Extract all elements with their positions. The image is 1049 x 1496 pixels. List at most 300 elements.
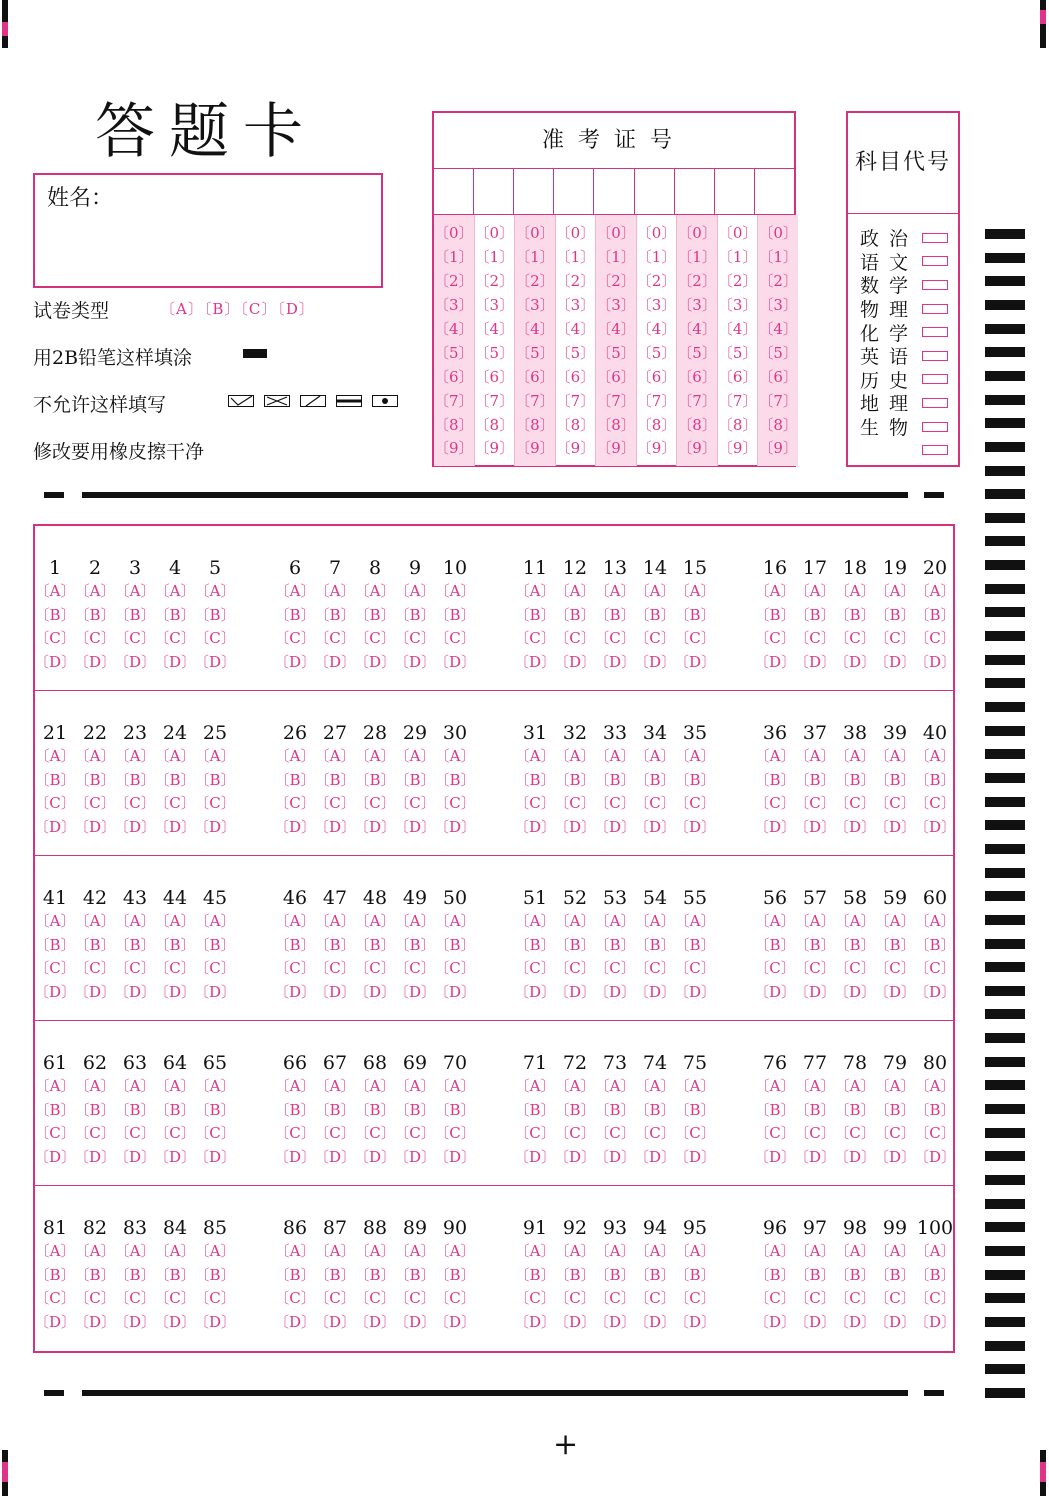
answer-bubble[interactable]: 〔A〕 [194, 1242, 236, 1260]
answer-bubble[interactable]: 〔A〕 [354, 1242, 396, 1260]
answer-bubble[interactable]: 〔A〕 [594, 912, 636, 930]
answer-bubble[interactable]: 〔C〕 [514, 1289, 556, 1307]
answer-bubble[interactable]: 〔A〕 [314, 582, 356, 600]
exam-id-digit-bubble[interactable]: 〔6〕 [555, 367, 596, 386]
exam-id-digit-bubble[interactable]: 〔8〕 [717, 415, 758, 434]
answer-bubble[interactable]: 〔A〕 [874, 1077, 916, 1095]
answer-bubble[interactable]: 〔A〕 [114, 747, 156, 765]
answer-bubble[interactable]: 〔D〕 [913, 817, 957, 836]
answer-bubble[interactable]: 〔A〕 [794, 912, 836, 930]
answer-bubble[interactable]: 〔A〕 [74, 582, 116, 600]
answer-bubble[interactable]: 〔C〕 [874, 1289, 916, 1307]
answer-bubble[interactable]: 〔D〕 [593, 982, 637, 1001]
subject-bubble[interactable] [922, 280, 948, 290]
answer-bubble[interactable]: 〔D〕 [153, 817, 197, 836]
answer-bubble[interactable]: 〔A〕 [914, 1242, 956, 1260]
answer-bubble[interactable]: 〔D〕 [913, 1312, 957, 1331]
exam-id-digit-bubble[interactable]: 〔6〕 [596, 367, 636, 386]
answer-bubble[interactable]: 〔C〕 [354, 794, 396, 812]
answer-bubble[interactable]: 〔B〕 [834, 935, 876, 954]
answer-bubble[interactable]: 〔C〕 [874, 794, 916, 812]
answer-bubble[interactable]: 〔C〕 [754, 629, 796, 647]
answer-bubble[interactable]: 〔C〕 [674, 794, 716, 812]
answer-bubble[interactable]: 〔D〕 [393, 817, 437, 836]
answer-bubble[interactable]: 〔A〕 [354, 912, 396, 930]
answer-bubble[interactable]: 〔A〕 [154, 1242, 196, 1260]
subject-bubble[interactable] [922, 398, 948, 408]
answer-bubble[interactable]: 〔C〕 [434, 959, 476, 977]
exam-id-digit-bubble[interactable]: 〔1〕 [758, 248, 798, 267]
answer-bubble[interactable]: 〔B〕 [74, 1265, 116, 1284]
exam-id-digit-bubble[interactable]: 〔5〕 [555, 343, 596, 362]
answer-bubble[interactable]: 〔A〕 [74, 1077, 116, 1095]
exam-id-digit-bubble[interactable]: 〔0〕 [717, 224, 758, 243]
answer-bubble[interactable]: 〔A〕 [674, 1242, 716, 1260]
answer-bubble[interactable]: 〔C〕 [554, 1289, 596, 1307]
answer-bubble[interactable]: 〔B〕 [354, 1100, 396, 1119]
answer-bubble[interactable]: 〔B〕 [274, 1265, 316, 1284]
exam-id-digit-bubble[interactable]: 〔7〕 [474, 391, 515, 410]
answer-bubble[interactable]: 〔D〕 [353, 1147, 397, 1166]
answer-bubble[interactable]: 〔B〕 [394, 1100, 436, 1119]
answer-bubble[interactable]: 〔A〕 [114, 912, 156, 930]
answer-bubble[interactable]: 〔B〕 [114, 605, 156, 624]
answer-bubble[interactable]: 〔C〕 [274, 629, 316, 647]
answer-bubble[interactable]: 〔D〕 [673, 1147, 717, 1166]
answer-bubble[interactable]: 〔A〕 [274, 582, 316, 600]
exam-id-digit-bubble[interactable]: 〔5〕 [758, 343, 798, 362]
answer-bubble[interactable]: 〔D〕 [73, 1312, 117, 1331]
answer-bubble[interactable]: 〔C〕 [634, 629, 676, 647]
answer-bubble[interactable]: 〔D〕 [33, 1312, 77, 1331]
answer-bubble[interactable]: 〔A〕 [314, 1077, 356, 1095]
exam-id-write-cell[interactable] [675, 169, 715, 214]
answer-bubble[interactable]: 〔A〕 [554, 1077, 596, 1095]
answer-bubble[interactable]: 〔D〕 [353, 1312, 397, 1331]
answer-bubble[interactable]: 〔A〕 [514, 1077, 556, 1095]
answer-bubble[interactable]: 〔A〕 [674, 1077, 716, 1095]
exam-id-digit-bubble[interactable]: 〔9〕 [474, 439, 515, 458]
answer-bubble[interactable]: 〔D〕 [633, 652, 677, 671]
answer-bubble[interactable]: 〔D〕 [913, 1147, 957, 1166]
exam-id-digit-bubble[interactable]: 〔5〕 [717, 343, 758, 362]
answer-bubble[interactable]: 〔D〕 [793, 1147, 837, 1166]
answer-bubble[interactable]: 〔A〕 [634, 1242, 676, 1260]
answer-bubble[interactable]: 〔D〕 [833, 1147, 877, 1166]
subject-row[interactable] [848, 297, 958, 321]
exam-id-digit-bubble[interactable]: 〔9〕 [434, 439, 474, 458]
answer-bubble[interactable]: 〔A〕 [754, 1077, 796, 1095]
answer-bubble[interactable]: 〔B〕 [634, 1265, 676, 1284]
answer-bubble[interactable]: 〔D〕 [673, 817, 717, 836]
answer-bubble[interactable]: 〔C〕 [514, 629, 556, 647]
answer-bubble[interactable]: 〔D〕 [513, 982, 557, 1001]
answer-bubble[interactable]: 〔D〕 [833, 652, 877, 671]
answer-bubble[interactable]: 〔C〕 [34, 794, 76, 812]
exam-id-digit-bubble[interactable]: 〔6〕 [434, 367, 474, 386]
answer-bubble[interactable]: 〔A〕 [914, 582, 956, 600]
answer-bubble[interactable]: 〔C〕 [394, 794, 436, 812]
subject-row[interactable] [848, 415, 958, 439]
answer-bubble[interactable]: 〔C〕 [354, 959, 396, 977]
exam-id-digit-bubble[interactable]: 〔2〕 [474, 272, 515, 291]
answer-bubble[interactable]: 〔B〕 [514, 1265, 556, 1284]
answer-bubble[interactable]: 〔D〕 [873, 982, 917, 1001]
answer-bubble[interactable]: 〔C〕 [754, 1124, 796, 1142]
answer-bubble[interactable]: 〔A〕 [34, 582, 76, 600]
answer-bubble[interactable]: 〔A〕 [74, 912, 116, 930]
answer-bubble[interactable]: 〔C〕 [634, 794, 676, 812]
answer-bubble[interactable]: 〔A〕 [34, 1077, 76, 1095]
subject-bubble[interactable] [922, 233, 948, 243]
answer-bubble[interactable]: 〔D〕 [433, 652, 477, 671]
exam-id-digit-bubble[interactable]: 〔4〕 [717, 320, 758, 338]
subject-bubble[interactable] [922, 304, 948, 314]
answer-bubble[interactable]: 〔B〕 [114, 935, 156, 954]
answer-bubble[interactable]: 〔C〕 [874, 1124, 916, 1142]
subject-row[interactable] [848, 368, 958, 392]
answer-bubble[interactable]: 〔D〕 [593, 817, 637, 836]
answer-bubble[interactable]: 〔C〕 [34, 1289, 76, 1307]
answer-bubble[interactable]: 〔B〕 [834, 605, 876, 624]
answer-bubble[interactable]: 〔B〕 [874, 935, 916, 954]
answer-bubble[interactable]: 〔D〕 [753, 1147, 797, 1166]
answer-bubble[interactable]: 〔C〕 [114, 959, 156, 977]
exam-id-digit-bubble[interactable]: 〔4〕 [434, 320, 474, 338]
exam-id-digit-bubble[interactable]: 〔6〕 [758, 367, 798, 386]
answer-bubble[interactable]: 〔A〕 [434, 1077, 476, 1095]
exam-id-digit-bubble[interactable]: 〔4〕 [758, 320, 798, 338]
answer-bubble[interactable]: 〔D〕 [553, 1147, 597, 1166]
answer-bubble[interactable]: 〔B〕 [154, 770, 196, 789]
answer-bubble[interactable]: 〔A〕 [114, 582, 156, 600]
exam-id-digit-bubble[interactable]: 〔3〕 [758, 296, 798, 315]
answer-bubble[interactable]: 〔A〕 [914, 747, 956, 765]
answer-bubble[interactable]: 〔C〕 [394, 1289, 436, 1307]
answer-bubble[interactable]: 〔B〕 [114, 1265, 156, 1284]
answer-bubble[interactable]: 〔C〕 [154, 629, 196, 647]
answer-bubble[interactable]: 〔C〕 [554, 629, 596, 647]
answer-bubble[interactable]: 〔B〕 [274, 935, 316, 954]
answer-bubble[interactable]: 〔C〕 [114, 794, 156, 812]
answer-bubble[interactable]: 〔C〕 [554, 1124, 596, 1142]
answer-bubble[interactable]: 〔D〕 [553, 982, 597, 1001]
answer-bubble[interactable]: 〔B〕 [634, 935, 676, 954]
answer-bubble[interactable]: 〔D〕 [313, 817, 357, 836]
answer-bubble[interactable]: 〔C〕 [794, 794, 836, 812]
exam-id-digit-bubble[interactable]: 〔0〕 [434, 224, 474, 243]
answer-bubble[interactable]: 〔C〕 [354, 1124, 396, 1142]
answer-bubble[interactable]: 〔B〕 [754, 1265, 796, 1284]
answer-bubble[interactable]: 〔B〕 [914, 770, 956, 789]
subject-row[interactable] [848, 226, 958, 250]
answer-bubble[interactable]: 〔D〕 [553, 1312, 597, 1331]
answer-bubble[interactable]: 〔A〕 [594, 582, 636, 600]
answer-bubble[interactable]: 〔A〕 [34, 912, 76, 930]
answer-bubble[interactable]: 〔A〕 [394, 1077, 436, 1095]
answer-bubble[interactable]: 〔D〕 [873, 652, 917, 671]
answer-bubble[interactable]: 〔A〕 [354, 582, 396, 600]
answer-bubble[interactable]: 〔A〕 [634, 582, 676, 600]
answer-bubble[interactable]: 〔C〕 [794, 629, 836, 647]
answer-bubble[interactable]: 〔A〕 [274, 912, 316, 930]
subject-bubble[interactable] [922, 351, 948, 361]
answer-bubble[interactable]: 〔B〕 [274, 1100, 316, 1119]
name-box[interactable] [33, 173, 383, 288]
exam-id-digit-bubble[interactable]: 〔9〕 [555, 439, 596, 458]
answer-bubble[interactable]: 〔D〕 [873, 1147, 917, 1166]
answer-bubble[interactable]: 〔A〕 [314, 747, 356, 765]
exam-id-digit-bubble[interactable]: 〔7〕 [717, 391, 758, 410]
answer-bubble[interactable]: 〔A〕 [594, 1242, 636, 1260]
subject-row[interactable] [848, 438, 958, 462]
answer-bubble[interactable]: 〔C〕 [194, 629, 236, 647]
answer-bubble[interactable]: 〔B〕 [74, 935, 116, 954]
answer-bubble[interactable]: 〔C〕 [594, 1124, 636, 1142]
answer-bubble[interactable]: 〔B〕 [394, 770, 436, 789]
answer-bubble[interactable]: 〔C〕 [834, 959, 876, 977]
exam-id-digit-bubble[interactable]: 〔7〕 [636, 391, 677, 410]
answer-bubble[interactable]: 〔C〕 [114, 629, 156, 647]
answer-bubble[interactable]: 〔B〕 [194, 605, 236, 624]
answer-bubble[interactable]: 〔B〕 [874, 770, 916, 789]
exam-id-write-cell[interactable] [594, 169, 634, 214]
answer-bubble[interactable]: 〔B〕 [74, 1100, 116, 1119]
answer-bubble[interactable]: 〔D〕 [353, 982, 397, 1001]
exam-id-digit-bubble[interactable]: 〔0〕 [474, 224, 515, 243]
answer-bubble[interactable]: 〔A〕 [194, 912, 236, 930]
exam-id-digit-bubble[interactable]: 〔8〕 [434, 415, 474, 434]
answer-bubble[interactable]: 〔C〕 [914, 959, 956, 977]
answer-bubble[interactable]: 〔B〕 [394, 605, 436, 624]
answer-bubble[interactable]: 〔D〕 [113, 1312, 157, 1331]
answer-bubble[interactable]: 〔C〕 [194, 1124, 236, 1142]
exam-id-digit-bubble[interactable]: 〔2〕 [717, 272, 758, 291]
exam-id-write-cell[interactable] [635, 169, 675, 214]
answer-bubble[interactable]: 〔D〕 [273, 1312, 317, 1331]
answer-bubble[interactable]: 〔A〕 [274, 1077, 316, 1095]
answer-bubble[interactable]: 〔A〕 [914, 1077, 956, 1095]
subject-row[interactable] [848, 250, 958, 274]
answer-bubble[interactable]: 〔B〕 [594, 935, 636, 954]
answer-bubble[interactable]: 〔B〕 [74, 770, 116, 789]
answer-bubble[interactable]: 〔C〕 [34, 959, 76, 977]
answer-bubble[interactable]: 〔C〕 [274, 1124, 316, 1142]
exam-id-digit-bubble[interactable]: 〔5〕 [677, 343, 717, 362]
answer-bubble[interactable]: 〔D〕 [73, 817, 117, 836]
exam-id-digit-bubble[interactable]: 〔9〕 [677, 439, 717, 458]
exam-id-digit-bubble[interactable]: 〔6〕 [636, 367, 677, 386]
answer-bubble[interactable]: 〔A〕 [194, 1077, 236, 1095]
answer-bubble[interactable]: 〔D〕 [153, 1312, 197, 1331]
exam-id-digit-bubble[interactable]: 〔3〕 [677, 296, 717, 315]
answer-bubble[interactable]: 〔D〕 [833, 817, 877, 836]
subject-row[interactable] [848, 273, 958, 297]
answer-bubble[interactable]: 〔A〕 [154, 747, 196, 765]
answer-bubble[interactable]: 〔B〕 [754, 1100, 796, 1119]
answer-bubble[interactable]: 〔C〕 [74, 794, 116, 812]
answer-bubble[interactable]: 〔D〕 [113, 1147, 157, 1166]
answer-bubble[interactable]: 〔C〕 [74, 959, 116, 977]
answer-bubble[interactable]: 〔C〕 [354, 629, 396, 647]
answer-bubble[interactable]: 〔B〕 [794, 1265, 836, 1284]
answer-bubble[interactable]: 〔C〕 [194, 1289, 236, 1307]
answer-bubble[interactable]: 〔C〕 [914, 1124, 956, 1142]
answer-bubble[interactable]: 〔A〕 [514, 912, 556, 930]
exam-id-digit-bubble[interactable]: 〔4〕 [555, 320, 596, 338]
answer-bubble[interactable]: 〔A〕 [754, 747, 796, 765]
exam-id-digit-bubble[interactable]: 〔7〕 [596, 391, 636, 410]
answer-bubble[interactable]: 〔A〕 [874, 912, 916, 930]
answer-bubble[interactable]: 〔A〕 [74, 1242, 116, 1260]
subject-bubble[interactable] [922, 445, 948, 455]
answer-bubble[interactable]: 〔A〕 [794, 1242, 836, 1260]
answer-bubble[interactable]: 〔C〕 [754, 959, 796, 977]
exam-id-digit-bubble[interactable]: 〔8〕 [677, 415, 717, 434]
answer-bubble[interactable]: 〔B〕 [594, 605, 636, 624]
answer-bubble[interactable]: 〔A〕 [794, 582, 836, 600]
answer-bubble[interactable]: 〔C〕 [314, 629, 356, 647]
answer-bubble[interactable]: 〔B〕 [674, 1100, 716, 1119]
answer-bubble[interactable]: 〔B〕 [34, 1265, 76, 1284]
exam-id-digit-bubble[interactable]: 〔2〕 [758, 272, 798, 291]
answer-bubble[interactable]: 〔D〕 [313, 1312, 357, 1331]
exam-id-digit-bubble[interactable]: 〔6〕 [474, 367, 515, 386]
exam-id-digit-bubble[interactable]: 〔8〕 [596, 415, 636, 434]
answer-bubble[interactable]: 〔A〕 [354, 1077, 396, 1095]
answer-bubble[interactable]: 〔C〕 [554, 959, 596, 977]
answer-bubble[interactable]: 〔C〕 [314, 959, 356, 977]
subject-bubble[interactable] [922, 374, 948, 384]
answer-bubble[interactable]: 〔A〕 [794, 1077, 836, 1095]
exam-id-write-cell[interactable] [434, 169, 474, 214]
answer-bubble[interactable]: 〔B〕 [194, 1265, 236, 1284]
answer-bubble[interactable]: 〔B〕 [594, 770, 636, 789]
answer-bubble[interactable]: 〔A〕 [834, 747, 876, 765]
answer-bubble[interactable]: 〔D〕 [753, 1312, 797, 1331]
answer-bubble[interactable]: 〔D〕 [553, 817, 597, 836]
answer-bubble[interactable]: 〔D〕 [193, 1312, 237, 1331]
exam-id-digit-bubble[interactable]: 〔7〕 [515, 391, 555, 410]
answer-bubble[interactable]: 〔B〕 [34, 605, 76, 624]
paper-type-options[interactable]: 〔A〕〔B〕〔C〕〔D〕 [160, 300, 315, 318]
answer-bubble[interactable]: 〔B〕 [394, 935, 436, 954]
answer-bubble[interactable]: 〔D〕 [833, 982, 877, 1001]
exam-id-digit-bubble[interactable]: 〔0〕 [515, 224, 555, 243]
exam-id-digit-bubble[interactable]: 〔9〕 [636, 439, 677, 458]
answer-bubble[interactable]: 〔D〕 [193, 817, 237, 836]
answer-bubble[interactable]: 〔B〕 [514, 770, 556, 789]
answer-bubble[interactable]: 〔B〕 [314, 935, 356, 954]
answer-bubble[interactable]: 〔B〕 [674, 1265, 716, 1284]
answer-bubble[interactable]: 〔C〕 [674, 629, 716, 647]
answer-bubble[interactable]: 〔D〕 [513, 1312, 557, 1331]
answer-bubble[interactable]: 〔C〕 [154, 959, 196, 977]
answer-bubble[interactable]: 〔D〕 [393, 1147, 437, 1166]
answer-bubble[interactable]: 〔B〕 [754, 770, 796, 789]
answer-bubble[interactable]: 〔D〕 [113, 982, 157, 1001]
answer-bubble[interactable]: 〔B〕 [314, 605, 356, 624]
answer-bubble[interactable]: 〔C〕 [354, 1289, 396, 1307]
answer-bubble[interactable]: 〔B〕 [354, 935, 396, 954]
exam-id-digit-bubble[interactable]: 〔8〕 [515, 415, 555, 434]
exam-id-digit-bubble[interactable]: 〔0〕 [636, 224, 677, 243]
answer-bubble[interactable]: 〔B〕 [114, 1100, 156, 1119]
answer-bubble[interactable]: 〔B〕 [554, 1265, 596, 1284]
answer-bubble[interactable]: 〔D〕 [273, 1147, 317, 1166]
exam-id-digit-bubble[interactable]: 〔6〕 [717, 367, 758, 386]
answer-bubble[interactable]: 〔A〕 [194, 747, 236, 765]
answer-bubble[interactable]: 〔C〕 [794, 1289, 836, 1307]
answer-bubble[interactable]: 〔C〕 [314, 794, 356, 812]
answer-bubble[interactable]: 〔D〕 [633, 982, 677, 1001]
answer-bubble[interactable]: 〔A〕 [394, 582, 436, 600]
answer-bubble[interactable]: 〔B〕 [354, 605, 396, 624]
answer-bubble[interactable]: 〔C〕 [634, 1124, 676, 1142]
answer-bubble[interactable]: 〔B〕 [114, 770, 156, 789]
subject-row[interactable] [848, 391, 958, 415]
answer-bubble[interactable]: 〔B〕 [194, 1100, 236, 1119]
answer-bubble[interactable]: 〔A〕 [314, 912, 356, 930]
answer-bubble[interactable]: 〔B〕 [34, 1100, 76, 1119]
answer-bubble[interactable]: 〔D〕 [33, 652, 77, 671]
exam-id-digit-bubble[interactable]: 〔4〕 [636, 320, 677, 338]
answer-bubble[interactable]: 〔D〕 [913, 982, 957, 1001]
answer-bubble[interactable]: 〔C〕 [114, 1289, 156, 1307]
answer-bubble[interactable]: 〔A〕 [514, 1242, 556, 1260]
answer-bubble[interactable]: 〔B〕 [834, 770, 876, 789]
answer-bubble[interactable]: 〔A〕 [434, 747, 476, 765]
answer-bubble[interactable]: 〔D〕 [433, 817, 477, 836]
answer-bubble[interactable]: 〔D〕 [273, 982, 317, 1001]
answer-bubble[interactable]: 〔B〕 [74, 605, 116, 624]
answer-bubble[interactable]: 〔B〕 [434, 605, 476, 624]
exam-id-digit-bubble[interactable]: 〔8〕 [474, 415, 515, 434]
answer-bubble[interactable]: 〔D〕 [593, 1147, 637, 1166]
exam-id-digit-bubble[interactable]: 〔2〕 [555, 272, 596, 291]
answer-bubble[interactable]: 〔C〕 [274, 959, 316, 977]
answer-bubble[interactable]: 〔C〕 [194, 794, 236, 812]
answer-bubble[interactable]: 〔A〕 [394, 912, 436, 930]
answer-bubble[interactable]: 〔D〕 [393, 1312, 437, 1331]
answer-bubble[interactable]: 〔C〕 [74, 1124, 116, 1142]
answer-bubble[interactable]: 〔D〕 [513, 652, 557, 671]
answer-bubble[interactable]: 〔C〕 [674, 1124, 716, 1142]
exam-id-digit-bubble[interactable]: 〔2〕 [677, 272, 717, 291]
answer-bubble[interactable]: 〔C〕 [314, 1289, 356, 1307]
answer-bubble[interactable]: 〔B〕 [914, 935, 956, 954]
answer-bubble[interactable]: 〔D〕 [33, 1147, 77, 1166]
answer-bubble[interactable]: 〔D〕 [833, 1312, 877, 1331]
exam-id-digit-bubble[interactable]: 〔4〕 [515, 320, 555, 338]
exam-id-digit-bubble[interactable]: 〔5〕 [636, 343, 677, 362]
answer-bubble[interactable]: 〔A〕 [754, 582, 796, 600]
answer-bubble[interactable]: 〔A〕 [754, 1242, 796, 1260]
exam-id-write-cell[interactable] [755, 169, 794, 214]
answer-bubble[interactable]: 〔B〕 [914, 1265, 956, 1284]
exam-id-digit-bubble[interactable]: 〔2〕 [434, 272, 474, 291]
answer-bubble[interactable]: 〔C〕 [34, 629, 76, 647]
answer-bubble[interactable]: 〔C〕 [274, 794, 316, 812]
answer-bubble[interactable]: 〔C〕 [834, 1289, 876, 1307]
answer-bubble[interactable]: 〔B〕 [554, 605, 596, 624]
answer-bubble[interactable]: 〔C〕 [34, 1124, 76, 1142]
answer-bubble[interactable]: 〔B〕 [34, 770, 76, 789]
answer-bubble[interactable]: 〔D〕 [793, 982, 837, 1001]
answer-bubble[interactable]: 〔D〕 [353, 817, 397, 836]
answer-bubble[interactable]: 〔C〕 [834, 1124, 876, 1142]
answer-bubble[interactable]: 〔A〕 [394, 747, 436, 765]
